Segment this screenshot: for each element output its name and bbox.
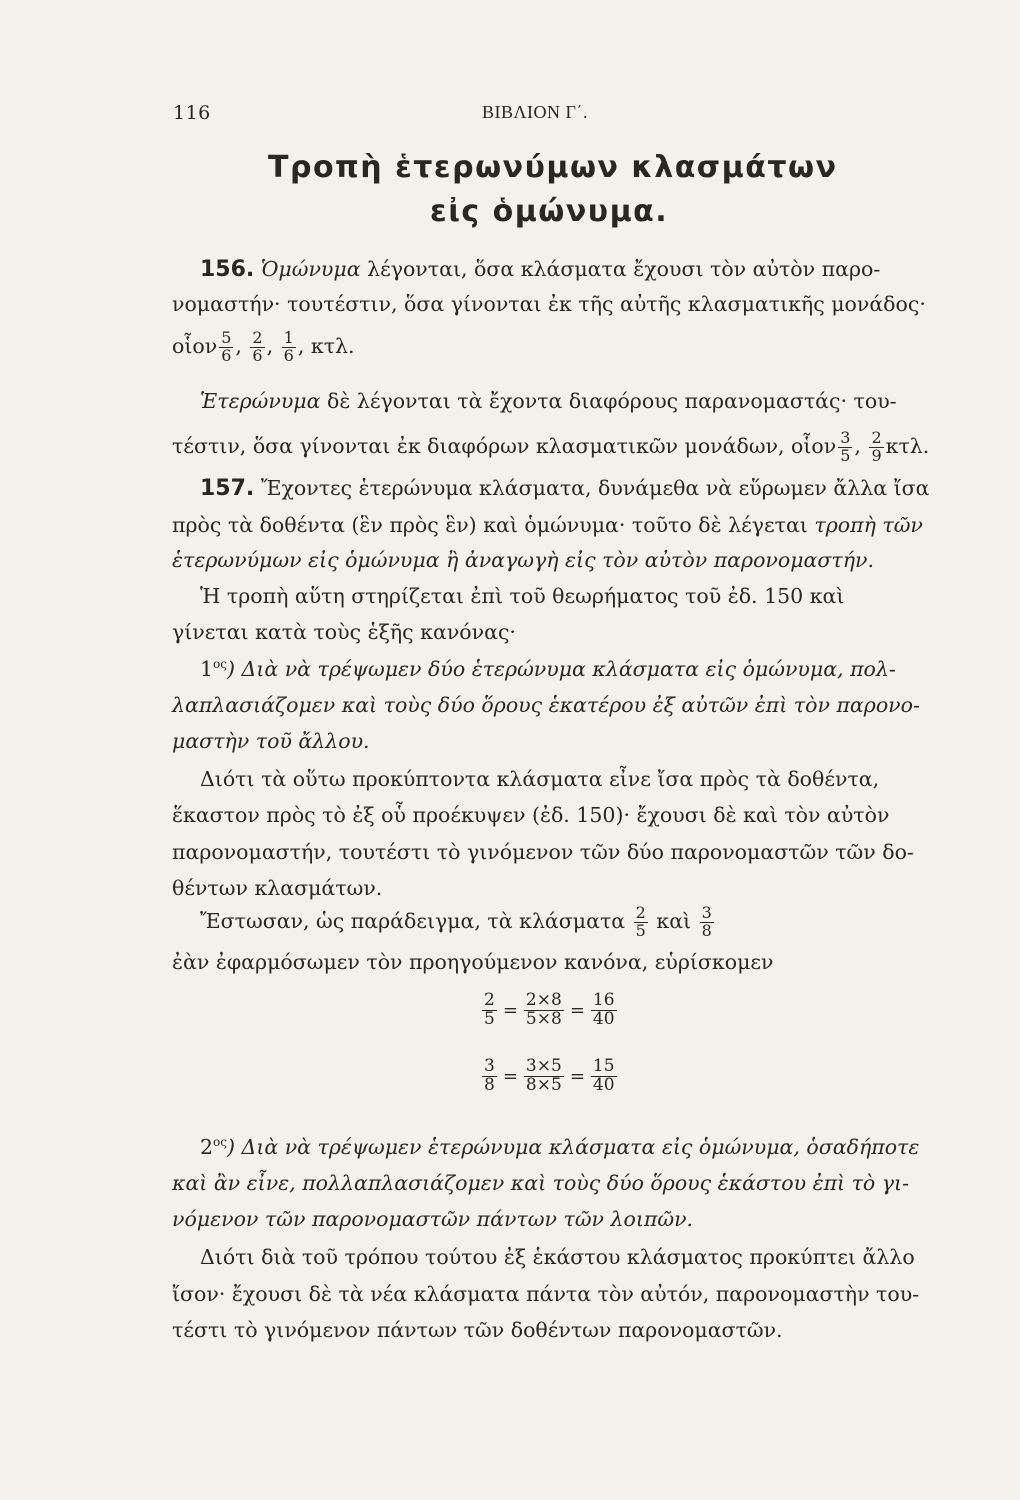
denominator: 5: [484, 1008, 495, 1029]
example-line1: [200, 905, 716, 940]
separator: ,: [266, 333, 280, 358]
rule2-line2: καὶ ἂν εἶνε, πολλαπλασιάζομεν καὶ τοὺς δύο ὅρους ἑκάστου ἐπὶ τὸ γι-: [172, 1171, 910, 1195]
para-156-line2: νομαστήν· τουτέστιν, ὅσα γίνονται ἐκ τῆς αὐτῆς κλασματικῆς μονάδος·: [172, 292, 926, 316]
para-157-line1: [200, 476, 929, 501]
numerator: 2: [484, 990, 495, 1010]
denominator: 6: [283, 345, 294, 365]
proof2-line3: τέστι τὸ γινόμενον πάντων τῶν δοθέντων παρονομαστῶν.: [172, 1318, 783, 1342]
text-span: Ἔχοντες ἑτερώνυμα κλάσματα, δυνάμεθα νὰ εὕρωμεν ἄλλα ἴσα: [260, 476, 930, 500]
denominator: 8: [701, 920, 712, 940]
denominator: 8×5: [525, 1074, 562, 1095]
page-number: 116: [173, 102, 211, 124]
ordinal-suffix: ος: [213, 657, 227, 672]
numerator: 2×8: [525, 990, 562, 1010]
denominator: 6: [252, 345, 263, 365]
fraction: [282, 330, 296, 365]
separator: ,: [297, 333, 311, 358]
denominator: 5×8: [525, 1008, 562, 1029]
numerator: 2: [635, 903, 646, 922]
separator: ,: [854, 433, 868, 458]
text-span: τέστιν, ὅσα γίνονται ἐκ διαφόρων κλασματικῶν μονάδων, οἷον: [172, 433, 837, 458]
numerator: 3: [840, 428, 851, 447]
text-span: Ἔστωσαν, ὡς παράδειγμα, τὰ κλάσματα: [200, 908, 626, 933]
rule2-line1: [200, 1135, 919, 1159]
separator: ,: [235, 333, 249, 358]
numerator: 1: [283, 328, 294, 347]
fraction: [524, 1058, 564, 1095]
para-157-line3: ἑτερωνύμων εἰς ὁμώνυμα ἢ ἀναγωγὴ εἰς τὸν αὐτὸν παρονομαστήν.: [172, 548, 874, 572]
equation-2: [480, 1058, 619, 1095]
rule-number: 2: [200, 1135, 214, 1159]
denominator: 40: [592, 1074, 615, 1095]
section-title-line2: εἰς ὁμώνυμα.: [430, 194, 669, 229]
fraction-2-5: [634, 905, 648, 940]
rule1-line2: λαπλασιάζομεν καὶ τοὺς δύο ὅρους ἑκατέρου ἐξ αὐτῶν ἐπὶ τὸν παρονο-: [172, 693, 920, 717]
numerator: 16: [592, 990, 615, 1010]
para-157-line5: γίνεται κατὰ τοὺς ἑξῆς κανόνας·: [172, 620, 516, 644]
rule1-line1: [200, 657, 896, 681]
rule-number: 1: [200, 657, 214, 681]
fraction: [482, 1058, 497, 1095]
para-156-example: [172, 330, 355, 365]
proof1-line2: ἕκαστον πρὸς τὸ ἐξ οὗ προέκυψεν (ἐδ. 150)· ἔχουσι δὲ καὶ τὸν αὐτὸν: [172, 803, 890, 827]
italic-span: τροπὴ τῶν: [814, 513, 923, 537]
numerator: 3: [701, 903, 712, 922]
numerator: 3: [484, 1056, 495, 1076]
denominator: 6: [221, 345, 232, 365]
denominator: 8: [484, 1074, 495, 1095]
example-line2: ἐὰν ἐφαρμόσωμεν τὸν προηγούμενον κανόνα, εὑρίσκομεν: [172, 950, 774, 974]
fraction: [482, 992, 497, 1029]
numerator: 15: [592, 1056, 615, 1076]
equation-1: [480, 992, 619, 1029]
text-span: κτλ.: [885, 433, 930, 458]
fraction-3-8: [700, 905, 714, 940]
ordinal-suffix: ος: [213, 1135, 227, 1150]
section-number-157: 157.: [200, 476, 255, 501]
term-heteronyma: Ἑτερώνυμα: [200, 389, 321, 413]
proof2-line1: Διότι διὰ τοῦ τρόπου τούτου ἐξ ἑκάστου κλάσματος προκύπτει ἄλλο: [200, 1245, 915, 1269]
running-title: ΒΙΒΛΙΟΝ Γ΄.: [482, 102, 588, 122]
equals-sign: =: [569, 1065, 585, 1087]
proof1-line3: παρονομαστήν, τουτέστι τὸ γινόμενον τῶν δύο παρονομαστῶν τῶν δο-: [172, 840, 914, 864]
text-span: κτλ.: [310, 333, 355, 358]
text-span: καὶ: [656, 908, 692, 933]
denominator: 5: [840, 445, 851, 465]
fraction: [838, 430, 852, 465]
text-span: δὲ λέγονται τὰ ἔχοντα διαφόρους παρανομαστάς· του-: [326, 389, 897, 413]
rule1-line3: μαστὴν τοῦ ἄλλου.: [172, 729, 370, 753]
fraction: [250, 330, 264, 365]
text-span: πρὸς τὰ δοθέντα (ἓν πρὸς ἓν) καὶ ὁμώνυμα· τοῦτο δὲ λέγεται: [172, 513, 808, 537]
italic-span: ) Διὰ νὰ τρέψωμεν δύο ἑτερώνυμα κλάσματα εἰς ὁμώνυμα, πολ-: [227, 657, 896, 681]
term-homonyma: Ὁμώνυμα: [260, 257, 361, 281]
fraction: [591, 1058, 617, 1095]
fraction: [591, 992, 617, 1029]
proof2-line2: ἴσον· ἔχουσι δὲ τὰ νέα κλάσματα πάντα τὸν αὐτόν, παρονομαστὴν του-: [172, 1282, 920, 1306]
para-157-line2: [172, 513, 923, 537]
italic-span: ) Διὰ νὰ τρέψωμεν ἑτερώνυμα κλάσματα εἰς ὁμώνυμα, ὁσαδήποτε: [227, 1135, 920, 1159]
denominator: 5: [635, 920, 646, 940]
example-fractions: [217, 328, 311, 365]
para-156-line5: [172, 430, 929, 465]
fraction: [524, 992, 564, 1029]
numerator: 2: [871, 428, 882, 447]
text-span: οἷον: [172, 333, 218, 358]
denominator: 40: [592, 1008, 615, 1029]
proof1-line4: θέντων κλασμάτων.: [172, 876, 383, 900]
equals-sign: =: [502, 1065, 518, 1087]
para-156-line1: [200, 257, 880, 282]
equals-sign: =: [569, 999, 585, 1021]
text-span: λέγονται, ὅσα κλάσματα ἔχουσι τὸν αὐτὸν παρο-: [367, 257, 881, 281]
equals-sign: =: [502, 999, 518, 1021]
para-156-line4: [200, 389, 897, 413]
fraction: [219, 330, 233, 365]
numerator: 5: [221, 328, 232, 347]
rule2-line3: νόμενον τῶν παρονομαστῶν πάντων τῶν λοιπῶν.: [172, 1207, 694, 1231]
numerator: 3×5: [525, 1056, 562, 1076]
section-title-line1: Τροπὴ ἑτερωνύμων κλασμάτων: [268, 150, 838, 185]
fraction: [869, 430, 883, 465]
para-157-line4: Ἡ τροπὴ αὕτη στηρίζεται ἐπὶ τοῦ θεωρήματος τοῦ ἐδ. 150 καὶ: [200, 584, 845, 608]
example-fractions-2: [836, 428, 885, 465]
numerator: 2: [252, 328, 263, 347]
denominator: 9: [871, 445, 882, 465]
section-number-156: 156.: [200, 257, 255, 282]
proof1-line1: Διότι τὰ οὕτω προκύπτοντα κλάσματα εἶνε ἴσα πρὸς τὰ δοθέντα,: [200, 767, 880, 791]
